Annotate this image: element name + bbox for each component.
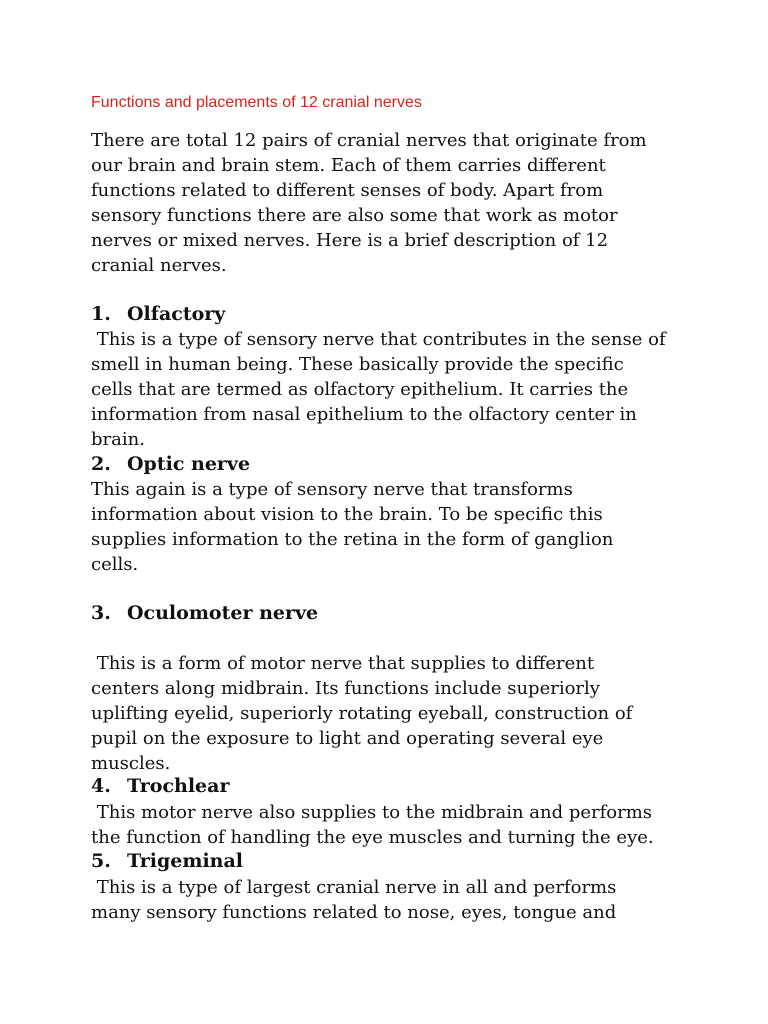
body-line: This is a form of motor nerve that supplies to different — [91, 653, 595, 674]
section-heading-optic-nerve — [91, 452, 250, 477]
intro-line: sensory functions there are also some that work as motor — [91, 205, 618, 226]
section-number: 3. — [91, 602, 111, 624]
section-heading-trochlear — [91, 774, 229, 799]
body-line: information from nasal epithelium to the olfactory center in — [91, 404, 637, 425]
section-number: 2. — [91, 453, 111, 475]
body-line: This motor nerve also supplies to the midbrain and performs — [91, 802, 653, 823]
body-line: information about vision to the brain. To be specific this — [91, 504, 603, 525]
body-line: pupil on the exposure to light and operating several eye — [91, 728, 604, 749]
body-line: smell in human being. These basically provide the specific — [91, 354, 624, 375]
section-number: 1. — [91, 303, 111, 325]
section-heading-oculomoter-nerve — [91, 601, 318, 626]
body-line: cells that are termed as olfactory epithelium. It carries the — [91, 379, 629, 400]
body-line: This again is a type of sensory nerve that transforms — [91, 479, 573, 500]
section-body-trochlear — [91, 800, 731, 850]
body-line: the function of handling the eye muscles and turning the eye. — [91, 827, 654, 848]
body-line: uplifting eyelid, superiorly rotating eyeball, construction of — [91, 703, 633, 724]
section-heading-olfactory — [91, 302, 225, 327]
body-line: This is a type of largest cranial nerve in all and performs — [91, 877, 617, 898]
body-line: brain. — [91, 429, 145, 450]
body-line: centers along midbrain. Its functions include superiorly — [91, 678, 600, 699]
section-heading-trigeminal — [91, 849, 243, 874]
intro-line: our brain and brain stem. Each of them carries different — [91, 155, 606, 176]
section-number: 5. — [91, 850, 111, 872]
section-body-trigeminal — [91, 875, 731, 925]
body-line: muscles. — [91, 753, 171, 774]
section-body-optic-nerve — [91, 477, 731, 577]
body-line: supplies information to the retina in the form of ganglion — [91, 529, 614, 550]
document-title: Functions and placements of 12 cranial nerves — [91, 94, 422, 111]
section-heading-text: Optic nerve — [127, 453, 251, 475]
section-body-oculomoter-nerve — [91, 651, 731, 776]
body-line: many sensory functions related to nose, eyes, tongue and — [91, 902, 617, 923]
section-heading-text: Trigeminal — [127, 850, 244, 872]
intro-paragraph — [91, 128, 731, 278]
intro-line: nerves or mixed nerves. Here is a brief description of 12 — [91, 230, 609, 251]
section-heading-text: Oculomoter nerve — [127, 602, 319, 624]
body-line: This is a type of sensory nerve that contributes in the sense of — [91, 329, 666, 350]
section-number: 4. — [91, 775, 111, 797]
body-line: cells. — [91, 554, 139, 575]
section-heading-text: Trochlear — [127, 775, 230, 797]
intro-line: cranial nerves. — [91, 255, 227, 276]
intro-line: There are total 12 pairs of cranial nerves that originate from — [91, 130, 647, 151]
section-heading-text: Olfactory — [127, 303, 226, 325]
section-body-olfactory — [91, 327, 731, 452]
intro-line: functions related to different senses of body. Apart from — [91, 180, 604, 201]
